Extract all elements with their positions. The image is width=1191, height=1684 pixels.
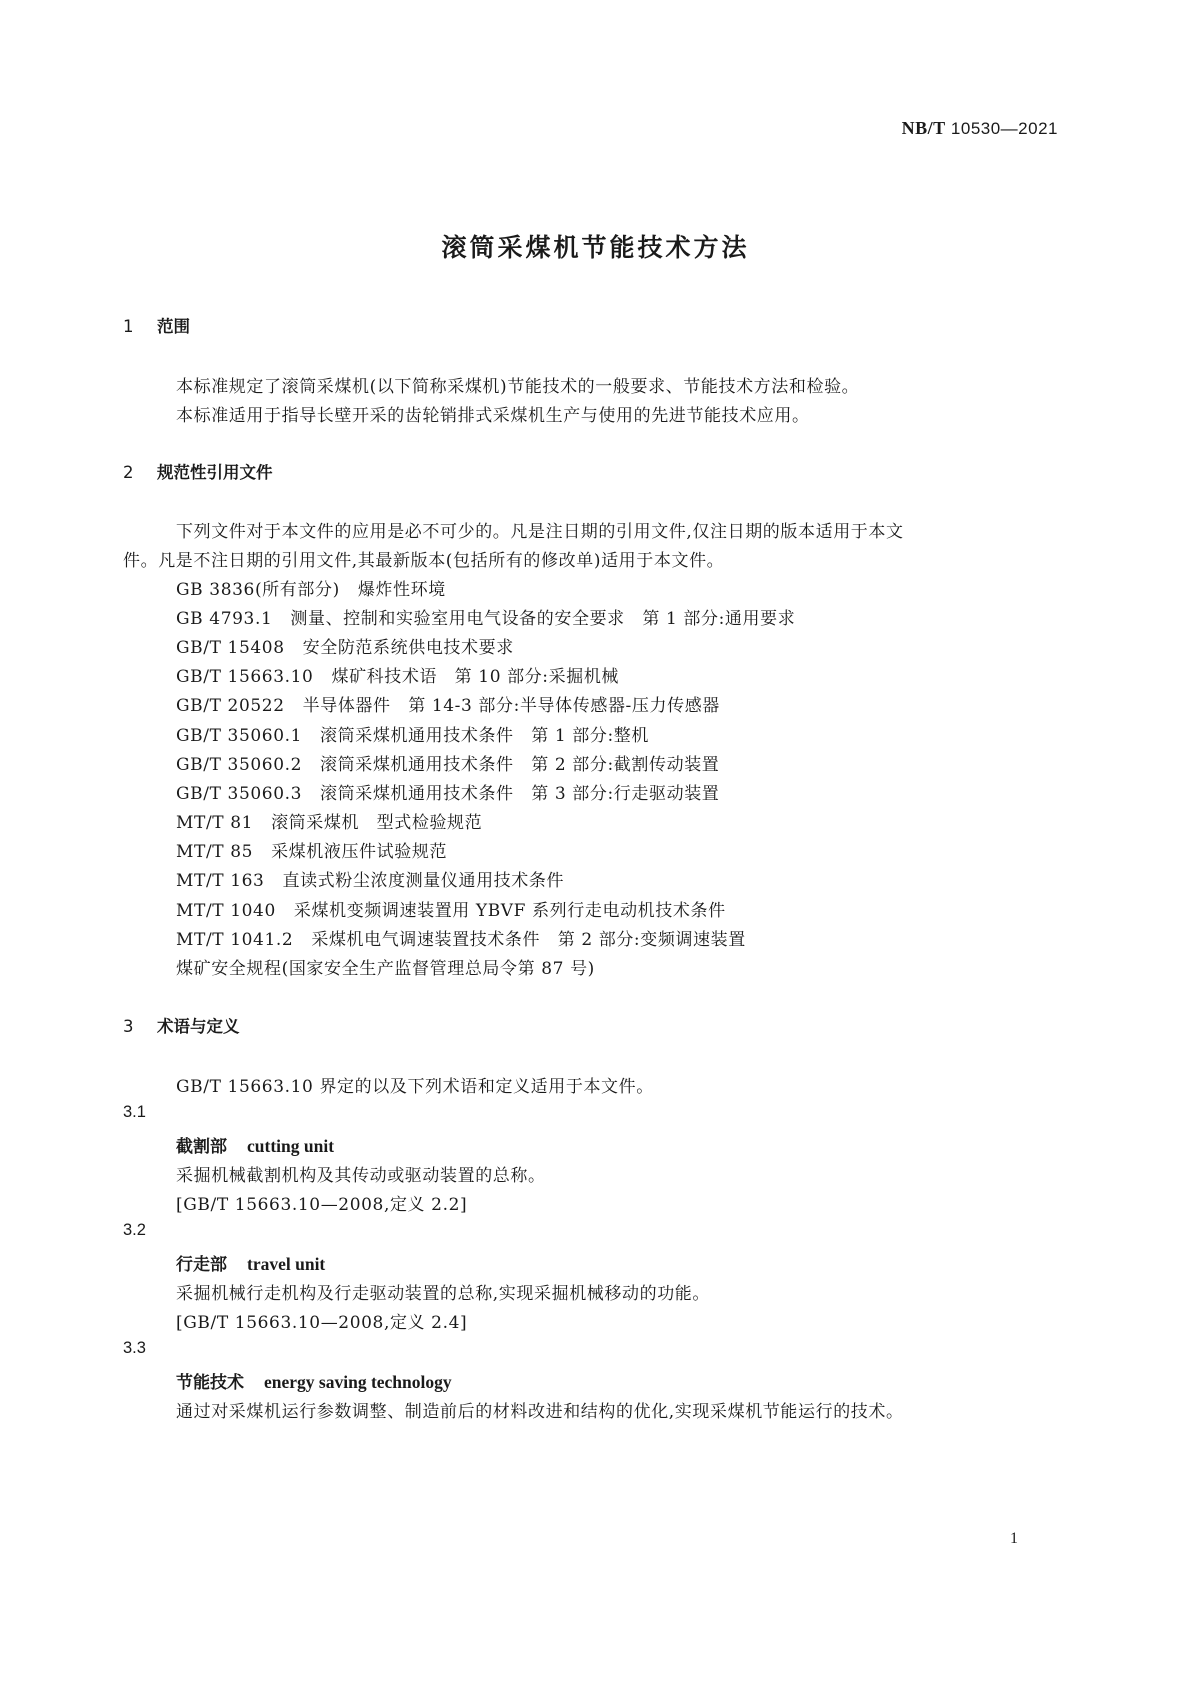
reference-item (176, 808, 482, 833)
reference-item (176, 721, 649, 746)
reference-code: GB 4793.1 (176, 609, 273, 629)
section-number: 3 (123, 1017, 134, 1036)
reference-title: 半导体器件 第 14-3 部分:半导体传感器-压力传感器 (302, 696, 720, 716)
standard-code-number: 10530—2021 (950, 119, 1058, 138)
section-number: 1 (123, 317, 134, 336)
reference-title: 采煤机变频调速装置用 YBVF 系列行走电动机技术条件 (293, 901, 726, 921)
reference-code: MT/T 163 (176, 871, 265, 891)
reference-item (176, 779, 719, 804)
section-title: 术语与定义 (157, 1017, 240, 1036)
reference-title: 滚筒采煤机通用技术条件 第 3 部分:行走驱动装置 (320, 784, 720, 804)
term-source: [GB/T 15663.10—2008,定义 2.4] (176, 1313, 468, 1333)
reference-title: 爆炸性环境 (357, 580, 446, 600)
section-1-heading (123, 313, 190, 337)
reference-title: 测量、控制和实验室用电气设备的安全要求 第 1 部分:通用要求 (290, 609, 796, 629)
term-definition: 采掘机械行走机构及行走驱动装置的总称,实现采掘机械移动的功能。 (176, 1284, 711, 1304)
reference-item (176, 866, 564, 891)
term-definition: 采掘机械截割机构及其传动或驱动装置的总称。 (176, 1166, 546, 1186)
page-number: 1 (1010, 1530, 1018, 1547)
reference-code: MT/T 85 (176, 842, 254, 862)
paragraph: 下列文件对于本文件的应用是必不可少的。凡是注日期的引用文件,仅注日期的版本适用于本文 (176, 522, 904, 542)
section-2-heading (123, 459, 273, 483)
term-en: energy saving technology (264, 1372, 452, 1392)
reference-code: GB/T 35060.3 (176, 784, 303, 804)
term-zh: 截割部 (176, 1137, 227, 1157)
term-number: 3.2 (123, 1221, 146, 1239)
term-name (176, 1368, 452, 1393)
term-en: travel unit (247, 1254, 326, 1274)
reference-code: GB/T 15663.10 (176, 667, 314, 687)
term-name (176, 1132, 334, 1157)
reference-code: MT/T 1040 (176, 901, 276, 921)
term-definition: 通过对采煤机运行参数调整、制造前后的材料改进和结构的优化,实现采煤机节能运行的技术。 (176, 1402, 904, 1422)
reference-item (176, 691, 720, 716)
reference-code: GB/T 35060.1 (176, 726, 303, 746)
paragraph: GB/T 15663.10 界定的以及下列术语和定义适用于本文件。 (176, 1077, 654, 1097)
reference-title: 采煤机电气调速装置技术条件 第 2 部分:变频调速装置 (311, 930, 746, 950)
document-title: 滚筒采煤机节能技术方法 (441, 233, 750, 262)
reference-item (176, 896, 726, 921)
section-3-heading (123, 1013, 240, 1037)
section-title: 规范性引用文件 (157, 463, 273, 482)
reference-title: 煤矿安全规程(国家安全生产监督管理总局令第 87 号) (176, 959, 595, 979)
standard-code (902, 118, 1058, 139)
reference-code: GB/T 20522 (176, 696, 285, 716)
reference-title: 安全防范系统供电技术要求 (302, 638, 514, 658)
term-zh: 行走部 (176, 1255, 227, 1275)
reference-item (176, 604, 795, 629)
reference-item (176, 633, 514, 658)
term-number: 3.1 (123, 1103, 146, 1121)
standard-code-prefix: NB/T (901, 118, 946, 138)
term-name (176, 1250, 325, 1275)
reference-title: 采煤机液压件试验规范 (271, 842, 448, 862)
reference-item (176, 662, 619, 687)
term-zh: 节能技术 (176, 1373, 244, 1393)
term-number: 3.3 (123, 1339, 146, 1357)
reference-title: 滚筒采煤机通用技术条件 第 1 部分:整机 (320, 726, 649, 746)
reference-item (176, 925, 746, 950)
reference-item (176, 750, 719, 775)
reference-code: GB/T 35060.2 (176, 755, 303, 775)
reference-item (176, 837, 447, 862)
reference-title: 滚筒采煤机 型式检验规范 (271, 813, 483, 833)
reference-title: 滚筒采煤机通用技术条件 第 2 部分:截割传动装置 (320, 755, 720, 775)
section-title: 范围 (157, 317, 190, 336)
reference-title: 直读式粉尘浓度测量仪通用技术条件 (282, 871, 565, 891)
paragraph: 本标准规定了滚筒采煤机(以下简称采煤机)节能技术的一般要求、节能技术方法和检验。 (176, 377, 860, 397)
reference-code: GB 3836(所有部分) (176, 580, 340, 600)
section-number: 2 (123, 463, 134, 482)
term-source: [GB/T 15663.10—2008,定义 2.2] (176, 1195, 468, 1215)
reference-code: GB/T 15408 (176, 638, 285, 658)
reference-title: 煤矿科技术语 第 10 部分:采掘机械 (331, 667, 620, 687)
paragraph: 件。凡是不注日期的引用文件,其最新版本(包括所有的修改单)适用于本文件。 (123, 551, 725, 571)
paragraph: 本标准适用于指导长壁开采的齿轮销排式采煤机生产与使用的先进节能技术应用。 (176, 406, 810, 426)
term-en: cutting unit (247, 1136, 335, 1156)
reference-code: MT/T 1041.2 (176, 930, 294, 950)
reference-code: MT/T 81 (176, 813, 254, 833)
reference-item (176, 575, 446, 600)
reference-item (176, 954, 595, 979)
